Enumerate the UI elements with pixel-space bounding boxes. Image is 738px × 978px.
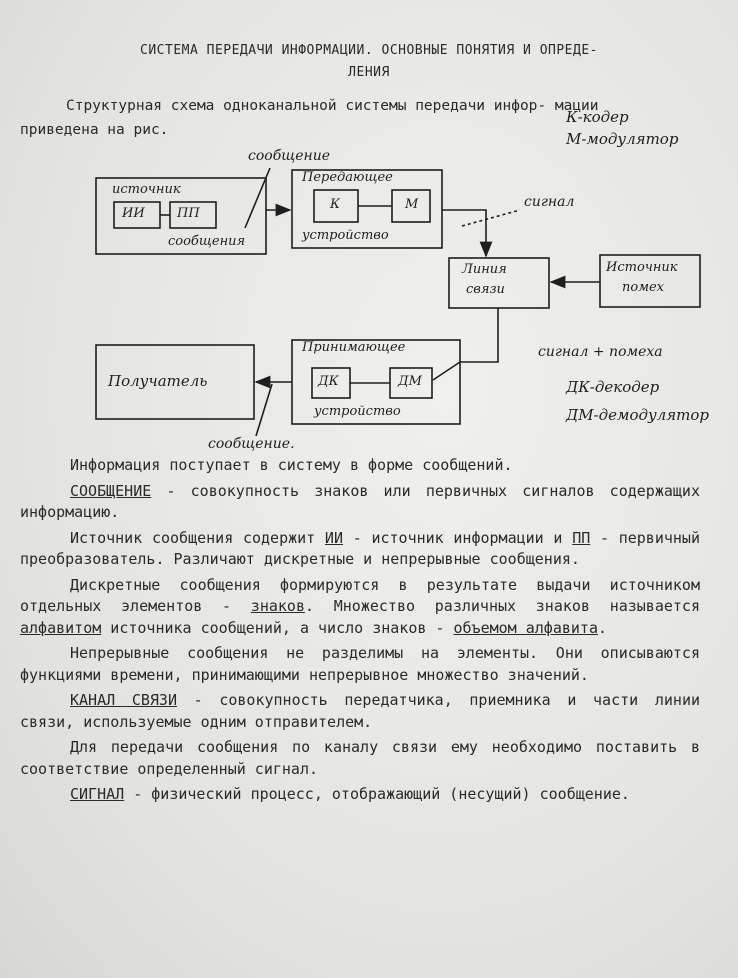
paragraph-8 bbox=[20, 784, 700, 806]
dm-label: ДМ bbox=[398, 374, 422, 389]
recipient-text: Получатель bbox=[108, 372, 208, 390]
line-text-2: связи bbox=[466, 282, 505, 297]
p3-part-c: - первичный преобразователь. Различают дискретные и непрерывные сообщения. bbox=[20, 528, 700, 568]
ii-label: ИИ bbox=[122, 206, 145, 221]
paragraph-1: Информация поступает в систему в форме сообщений. bbox=[70, 456, 513, 474]
source-title: источник bbox=[112, 182, 181, 197]
signal-label: сигнал bbox=[524, 194, 575, 210]
noise-text-2: помех bbox=[622, 280, 665, 295]
p4-part-b: . Множество различных знаков называется bbox=[304, 597, 700, 615]
paragraph-2 bbox=[20, 481, 700, 524]
dk-label: ДК bbox=[318, 374, 339, 389]
paragraph-6-text: - совокупность передатчика, приемника и части линии связи, используемые одним отправителем. bbox=[20, 691, 700, 731]
paragraph-2-text: - совокупность знаков или первичных сигналов содержащих информацию. bbox=[20, 481, 700, 521]
legend-dk: ДК-декодер bbox=[566, 378, 660, 396]
term-alphabet: алфавитом bbox=[20, 618, 102, 637]
paragraph-7: Для передачи сообщения по каналу связи ему необходимо поставить в соответствие определенный сигнал. bbox=[20, 738, 700, 778]
receiver-title: Принимающее bbox=[302, 340, 406, 355]
m-label: М bbox=[405, 197, 419, 212]
term-pp: ПП bbox=[572, 528, 591, 547]
paragraph-5: Непрерывные сообщения не разделимы на элементы. Они описываются функциями времени, принимающими непрерывное множество значений. bbox=[20, 644, 700, 684]
legend-m: М-модулятор bbox=[566, 130, 679, 148]
paragraph-4 bbox=[20, 575, 700, 640]
k-label: К bbox=[330, 197, 341, 212]
term-znaki: знаков bbox=[250, 597, 305, 615]
term-channel: КАНАЛ СВЯЗИ bbox=[70, 691, 177, 709]
p3-part-a: Источник сообщения содержит bbox=[70, 528, 325, 547]
p4-part-d: . bbox=[597, 618, 608, 637]
body-text bbox=[20, 455, 700, 810]
pp-label: ПП bbox=[177, 206, 200, 221]
paragraph-3 bbox=[20, 528, 700, 571]
noise-text-1: Источник bbox=[606, 260, 678, 275]
source-bottom: сообщения bbox=[168, 234, 246, 249]
p3-part-b: - источник информации и bbox=[342, 528, 573, 547]
title-line-1: СИСТЕМА ПЕРЕДАЧИ ИНФОРМАЦИИ. ОСНОВНЫЕ ПОНЯТИЯ И ОПРЕДЕ- bbox=[140, 43, 598, 58]
term-message: СООБЩЕНИЕ bbox=[70, 481, 152, 500]
paragraph-8-text: - физический процесс, отображающий (несущий) сообщение. bbox=[124, 785, 630, 803]
intro-paragraph: Структурная схема одноканальной системы передачи инфор- мации приведена на рис. bbox=[20, 98, 599, 138]
message-top-label: сообщение bbox=[248, 148, 331, 164]
paragraph-6 bbox=[20, 690, 700, 733]
p4-part-c: источника сообщений, а число знаков - bbox=[101, 618, 454, 637]
legend-dm: ДМ-демодулятор bbox=[566, 406, 710, 424]
legend-k: К-кодер bbox=[566, 108, 629, 126]
signal-noise-label: сигнал + помеха bbox=[538, 344, 663, 360]
receiver-bottom: устройство bbox=[314, 404, 401, 419]
term-signal: СИГНАЛ bbox=[70, 785, 125, 803]
term-alphabet-size: объемом алфавита bbox=[453, 618, 598, 637]
term-ii: ИИ bbox=[324, 528, 343, 547]
transmitter-bottom: устройство bbox=[302, 228, 389, 243]
title-line-2: ЛЕНИЯ bbox=[348, 65, 390, 80]
transmitter-title: Передающее bbox=[302, 170, 393, 185]
line-text-1: Линия bbox=[462, 262, 507, 277]
message-bottom-label: сообщение. bbox=[208, 436, 295, 452]
p4-part-a: Дискретные сообщения формируются в результате выдачи источником отдельных элементов - bbox=[20, 575, 700, 615]
